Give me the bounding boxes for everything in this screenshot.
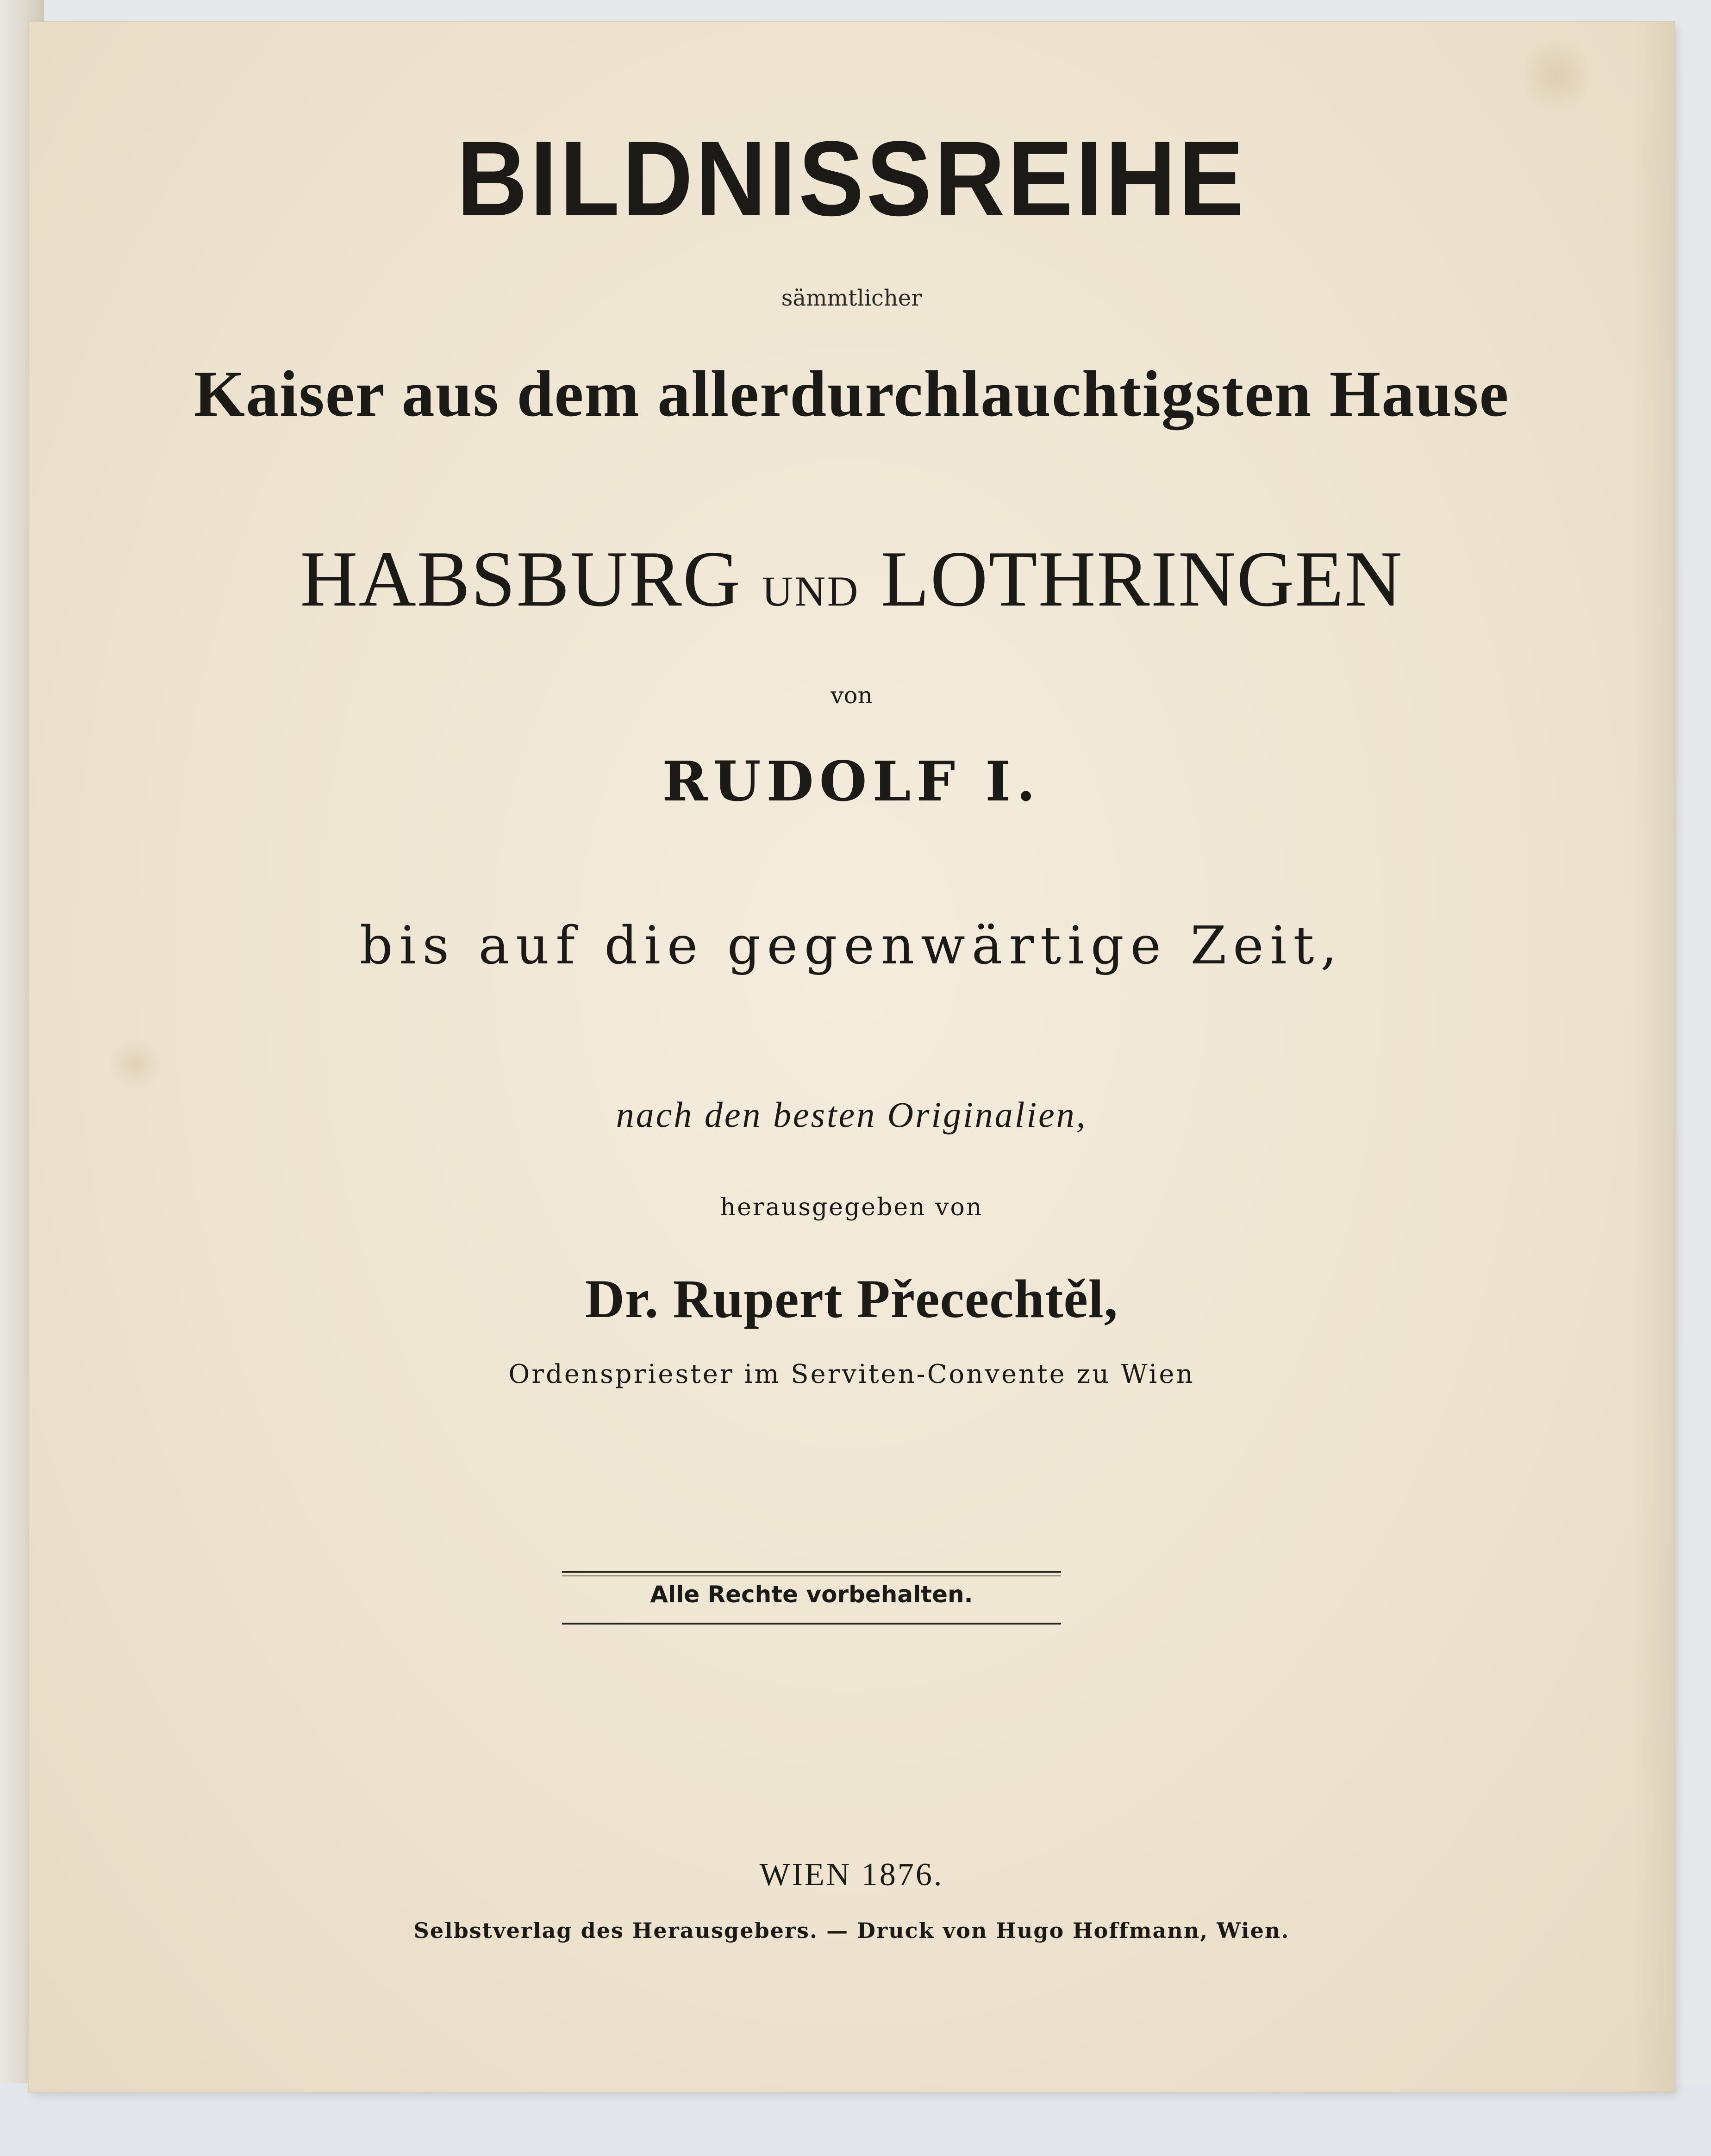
- house-line: [29, 534, 1674, 625]
- title-page: [29, 22, 1674, 2092]
- background-surface: [0, 2083, 1711, 2156]
- rights-notice-box: [562, 1571, 1061, 1625]
- house-part2: LOTHRINGEN: [880, 535, 1403, 623]
- place-year: WIEN 1876.: [759, 1857, 944, 1893]
- nach-line: nach den besten Originalien,: [616, 1094, 1087, 1135]
- rudolf-line: RUDOLF I.: [662, 749, 1041, 813]
- von-line: von: [831, 682, 873, 709]
- kaiser-line: Kaiser aus dem allerdurchlauchtigsten Hause: [194, 357, 1510, 430]
- page-shadow-edge: [1633, 22, 1674, 2092]
- house-part1: HABSBURG: [300, 535, 742, 623]
- book-title: BILDNISSREIHE: [456, 119, 1247, 238]
- house-und: UND: [762, 568, 860, 615]
- imprint-line: Selbstverlag des Herausgebers. — Druck von Hugo Hoffmann, Wien.: [413, 1918, 1290, 1943]
- rule-line: [562, 1575, 1061, 1576]
- paper-stain: [1524, 31, 1589, 119]
- rights-notice: Alle Rechte vorbehalten.: [650, 1581, 973, 1608]
- herausgegeben-line: herausgegeben von: [720, 1194, 983, 1221]
- bis-line: bis auf die gegenwärtige Zeit,: [359, 916, 1344, 976]
- paper-stain: [107, 1036, 163, 1092]
- author-name: Dr. Rupert Přecechtěl,: [585, 1269, 1118, 1329]
- author-role: Ordenspriester im Serviten-Convente zu Wien: [508, 1359, 1195, 1389]
- subtitle-small: sämmtlicher: [781, 285, 922, 311]
